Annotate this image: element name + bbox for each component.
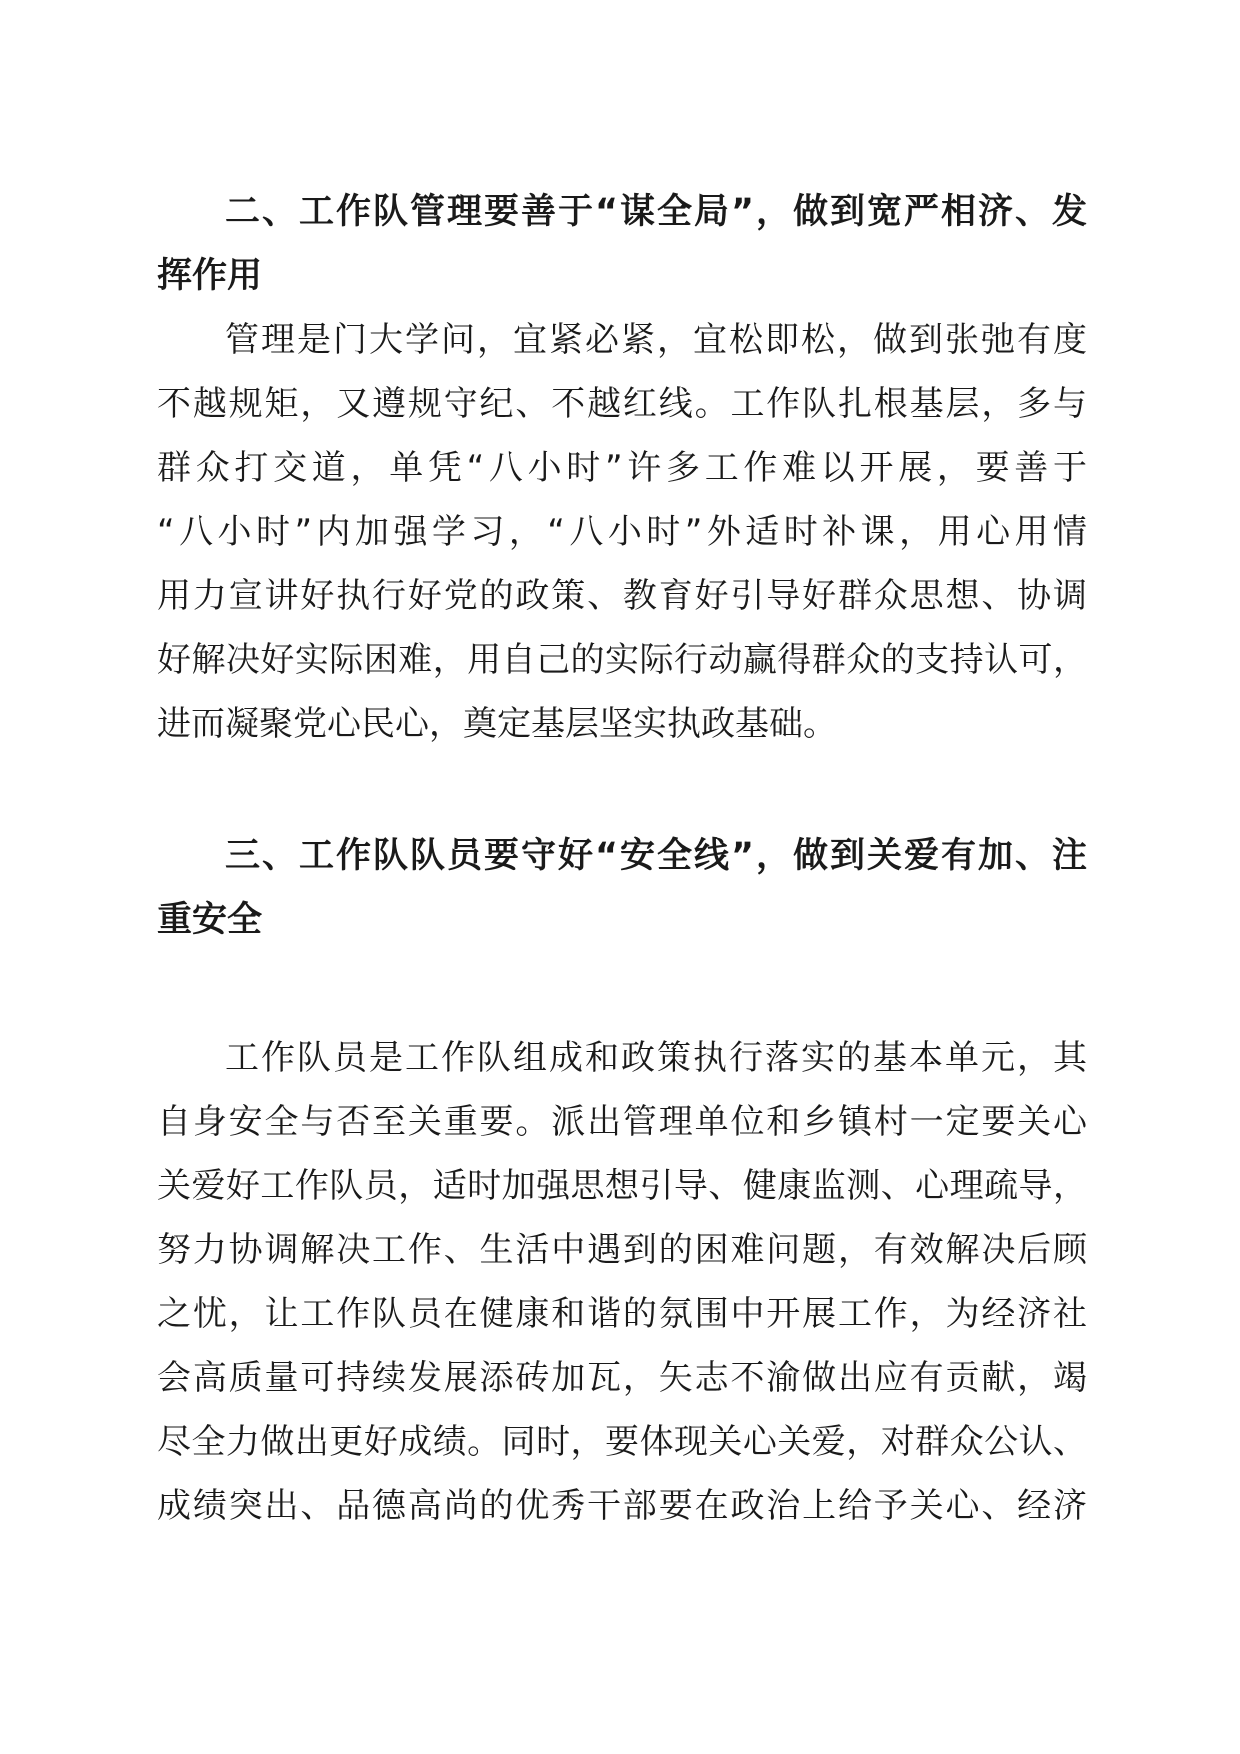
section-3-paragraph-line: 会高质量可持续发展添砖加瓦，矢志不渝做出应有贡献，竭 — [157, 1358, 1087, 1398]
section-3-paragraph-line: 尽全力做出更好成绩。同时，要体现关心关爱，对群众公认、 — [157, 1422, 1087, 1462]
section-2-heading-line-2: 挥作用 — [157, 256, 263, 296]
section-3-paragraph-line: 之忧，让工作队员在健康和谐的氛围中开展工作，为经济社 — [157, 1294, 1087, 1334]
section-2-paragraph-line: 好解决好实际困难，用自己的实际行动赢得群众的支持认可， — [157, 640, 1087, 680]
section-2-paragraph-line: “八小时”内加强学习，“八小时”外适时补课，用心用情 — [157, 512, 1087, 552]
section-3-paragraph-line: 关爱好工作队员，适时加强思想引导、健康监测、心理疏导， — [157, 1166, 1087, 1206]
section-3-paragraph-line: 努力协调解决工作、生活中遇到的困难问题，有效解决后顾 — [157, 1230, 1087, 1270]
section-2-paragraph-line: 不越规矩，又遵规守纪、不越红线。工作队扎根基层，多与 — [157, 384, 1087, 424]
section-3-paragraph-line: 工作队员是工作队组成和政策执行落实的基本单元，其 — [225, 1038, 1087, 1078]
section-2-paragraph-line: 用力宣讲好执行好党的政策、教育好引导好群众思想、协调 — [157, 576, 1087, 616]
section-2-paragraph-line: 进而凝聚党心民心，奠定基层坚实执政基础。 — [157, 704, 837, 744]
section-3-heading-line-1: 三、工作队队员要守好“安全线”，做到关爱有加、注 — [225, 836, 1087, 876]
section-2-heading-line-1: 二、工作队管理要善于“谋全局”，做到宽严相济、发 — [225, 192, 1087, 232]
section-3-paragraph-line: 成绩突出、品德高尚的优秀干部要在政治上给予关心、经济 — [157, 1486, 1087, 1526]
section-3-heading-line-2: 重安全 — [157, 900, 263, 940]
section-2-paragraph-line: 群众打交道，单凭“八小时”许多工作难以开展，要善于 — [157, 448, 1087, 488]
section-3-paragraph-line: 自身安全与否至关重要。派出管理单位和乡镇村一定要关心 — [157, 1102, 1087, 1142]
section-2-paragraph-line: 管理是门大学问，宜紧必紧，宜松即松，做到张弛有度 — [225, 320, 1087, 360]
